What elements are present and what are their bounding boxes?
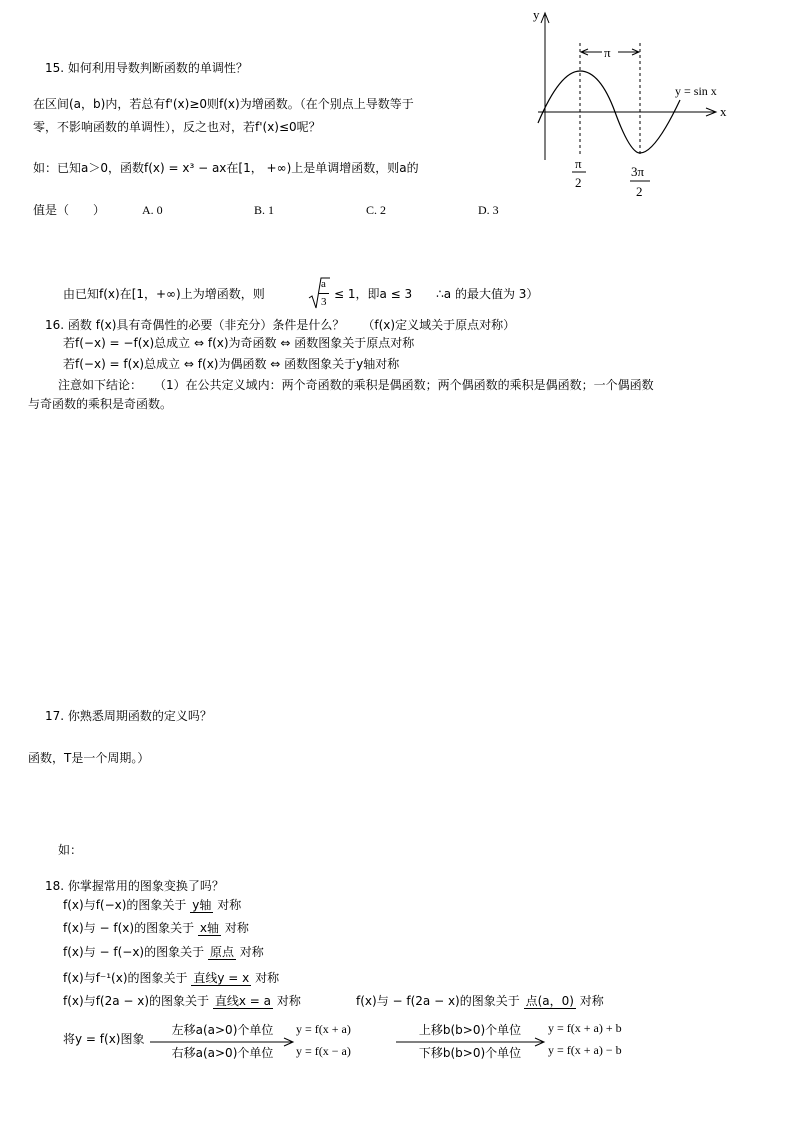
q18-row-4 — [63, 970, 279, 986]
q15-choices-prefix: 值是（ ） — [33, 203, 106, 217]
q18-row-6 — [356, 993, 604, 1009]
q16-note1: 注意如下结论： （1）在公共定义域内：两个奇函数的乘积是偶函数；两个偶函数的乘积是偶函数；一个偶函数 — [58, 378, 654, 392]
q17-example: 如： — [58, 843, 83, 857]
graph-x-label: x — [720, 104, 727, 119]
q18-r5-answer: 直线x = a — [214, 994, 272, 1008]
q15-choice-d: D. 3 — [478, 203, 499, 217]
q18-r4-suffix: 对称 — [255, 971, 280, 985]
curve-label: y = sin x — [675, 84, 717, 98]
q18-row-3 — [63, 944, 264, 960]
q18-row-1 — [63, 897, 241, 913]
shift-down-label: 下移b(b>0)个单位 — [418, 1046, 522, 1060]
result-up: y = f(x + a) + b — [548, 1021, 622, 1035]
q16-note2: 与奇函数的乘积是奇函数。 — [28, 397, 173, 411]
result-right: y = f(x − a) — [296, 1044, 351, 1058]
q18-r5-prefix: f(x)与f(2a − x)的图象关于 — [63, 994, 210, 1008]
q16-title: 16. 函数 f(x)具有奇偶性的必要（非充分）条件是什么？ （f(x)定义域关于原点对称） — [45, 318, 516, 332]
q15-line1: 在区间(a，b)内，若总有f'(x)≥0则f(x)为增函数。（在个别点上导数等于 — [33, 97, 414, 111]
q15-example: 如：已知a＞0，函数f(x) = x³ − ax在[1， +∞)上是单调增函数，则a的 — [33, 161, 419, 175]
tick-3pi-over-2-den: 2 — [636, 184, 643, 199]
q18-r4-answer: 直线y = x — [193, 971, 250, 985]
q18-row-5 — [63, 993, 301, 1009]
q18-r3-prefix: f(x)与 − f(−x)的图象关于 — [63, 945, 205, 959]
q18-r6-prefix: f(x)与 − f(2a − x)的图象关于 — [356, 994, 520, 1008]
q15-solution-part1: 由已知f(x)在[1，+∞)上为增函数，则 — [63, 287, 265, 301]
q15-title: 15. 如何利用导数判断函数的单调性？ — [45, 61, 248, 75]
graph-y-label: y — [533, 7, 540, 22]
q17-line: 函数，T是一个周期。） — [28, 751, 150, 765]
shift-up-label: 上移b(b>0)个单位 — [418, 1023, 522, 1037]
q17-title: 17. 你熟悉周期函数的定义吗？ — [45, 709, 212, 723]
q18-row-2 — [63, 920, 249, 936]
q18-r6-suffix: 对称 — [579, 994, 604, 1008]
tick-3pi-over-2-num: 3π — [631, 164, 645, 179]
q15-line2: 零，不影响函数的单调性），反之也对，若f'(x)≤0呢？ — [33, 120, 321, 134]
q16-odd: 若f(−x) = −f(x)总成立 ⇔ f(x)为奇函数 ⇔ 函数图象关于原点对称 — [63, 336, 415, 350]
q15-choice-a: A. 0 — [142, 203, 163, 217]
q15-solution-part2: ≤ 1，即a ≤ 3 ∴a 的最大值为 3） — [334, 287, 539, 301]
shift-right-label: 右移a(a>0)个单位 — [171, 1046, 274, 1060]
shift-prefix: 将y = f(x)图象 — [63, 1032, 145, 1046]
q18-r2-suffix: 对称 — [224, 921, 249, 935]
sqrt-numerator: a — [321, 278, 326, 290]
result-left: y = f(x + a) — [296, 1022, 351, 1036]
q18-r4-prefix: f(x)与f⁻¹(x)的图象关于 — [63, 971, 188, 985]
sqrt-denominator: 3 — [321, 296, 327, 308]
q16-even: 若f(−x) = f(x)总成立 ⇔ f(x)为偶函数 ⇔ 函数图象关于y轴对称 — [63, 357, 400, 371]
q18-r5-suffix: 对称 — [276, 994, 301, 1008]
q15-choice-c: C. 2 — [366, 203, 387, 217]
q18-title: 18. 你掌握常用的图象变换了吗？ — [45, 879, 224, 893]
q18-r2-answer: x轴 — [199, 921, 220, 935]
shift-left-label: 左移a(a>0)个单位 — [171, 1023, 274, 1037]
q18-r3-answer: 原点 — [209, 945, 234, 959]
q18-r1-suffix: 对称 — [217, 898, 242, 912]
q15-choice-b: B. 1 — [254, 203, 275, 217]
q18-r6-answer: 点(a，0) — [525, 994, 574, 1008]
q18-r1-prefix: f(x)与f(−x)的图象关于 — [63, 898, 187, 912]
q18-r1-answer: y轴 — [192, 898, 212, 912]
sine-graph — [520, 5, 760, 205]
result-down: y = f(x + a) − b — [548, 1043, 622, 1057]
tick-pi-over-2-num: π — [575, 156, 582, 171]
q18-r2-prefix: f(x)与 − f(x)的图象关于 — [63, 921, 195, 935]
period-label: π — [604, 45, 611, 60]
tick-pi-over-2-den: 2 — [575, 175, 582, 190]
q18-r3-suffix: 对称 — [239, 945, 264, 959]
